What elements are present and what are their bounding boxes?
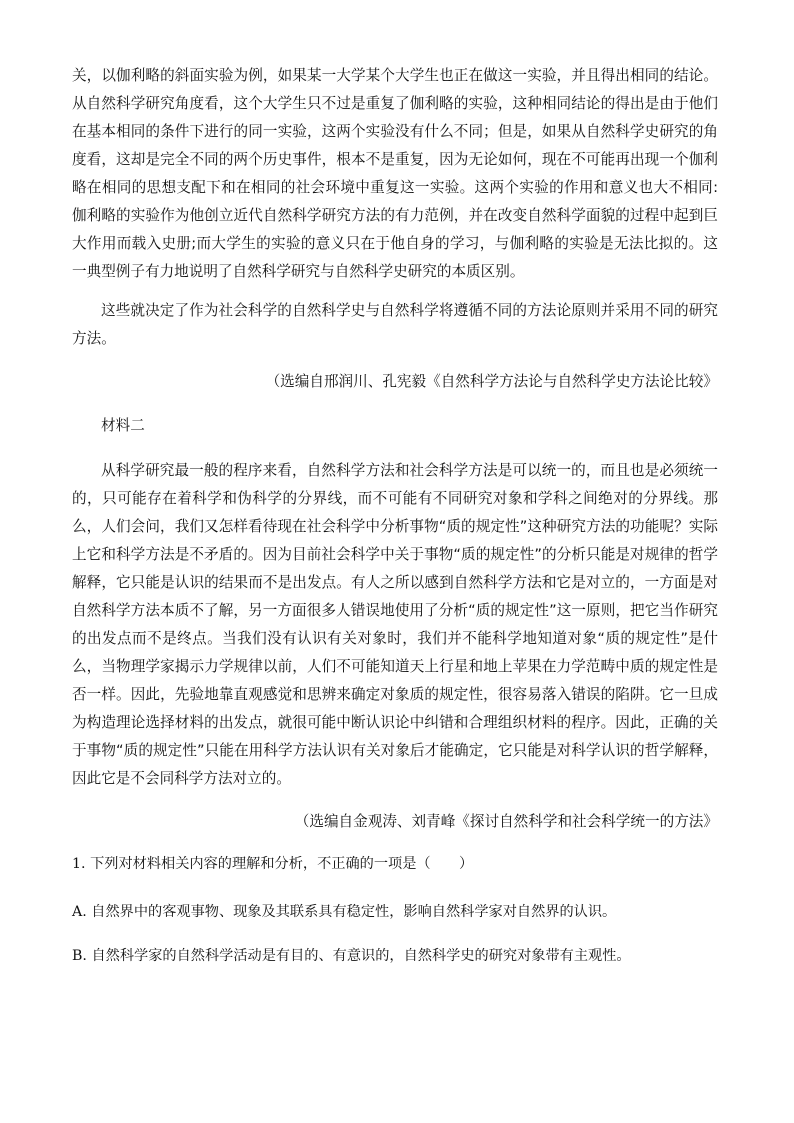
material-one-paragraph-1: 关，以伽利略的斜面实验为例，如果某一大学某个大学生也正在做这一实验，并且得出相同的结论。从自然科学研究角度看，这个大学生只不过是重复了伽利略的实验，这种相同结论的得出是由于他们在基本相同的条件下进行的同一实验，这两个实验没有什么不同；但是，如果从自然科学史研究的角度看，这却是完全不同的两个历史事件，根本不是重复，因为无论如何，现在不可能再出现一个伽利略在相同的思想支配下和在相同的社会环境中重复这一实验。这两个实验的作用和意义也大不相同:伽利略的实验作为他创立近代自然科学研究方法的有力范例，并在改变自然科学面貌的过程中起到巨大作用而载入史册;而大学生的实验的意义只在于他自身的学习，与伽利略的实验是无法比拟的。这一典型例子有力地说明了自然科学研究与自然科学史研究的本质区别。 xyxy=(72,67,718,280)
question-stem: 下列对材料相关内容的理解和分析，不正确的一项是（ ） xyxy=(90,856,474,872)
option-a-label: A. xyxy=(72,904,87,920)
option-b-label: B. xyxy=(72,948,87,964)
option-a xyxy=(72,898,718,926)
option-b-text: 自然科学家的自然科学活动是有目的、有意识的，自然科学史的研究对象带有主观性。 xyxy=(91,948,631,964)
option-a-text: 自然界中的客观事物、现象及其联系具有稳定性，影响自然科学家对自然界的认识。 xyxy=(91,904,617,920)
question-1-stem-line xyxy=(72,850,718,878)
document-page xyxy=(72,62,718,970)
material-two-heading: 材料二 xyxy=(101,417,145,434)
material-two-paragraph-1: 从科学研究最一般的程序来看，自然科学方法和社会科学方法是可以统一的，而且也是必须统一的，只可能存在着科学和伪科学的分界线，而不可能有不同研究对象和学科之间绝对的分界线。那么，人们会问，我们又怎样看待现在社会科学中分析事物“质的规定性”这种研究方法的功能呢？实际上它和科学方法是不矛盾的。因为目前社会科学中关于事物“质的规定性”的分析只能是对规律的哲学解释，它只能是认识的结果而不是出发点。有人之所以感到自然科学方法和它是对立的，一方面是对自然科学方法本质不了解，另一方面很多人错误地使用了分析“质的规定性”这一原则，把它当作研究的出发点而不是终点。当我们没有认识有关对象时，我们并不能科学地知道对象“质的规定性”是什么，当物理学家揭示力学规律以前，人们不可能知道天上行星和地上苹果在力学范畴中质的规定性是否一样。因此，先验地靠直观感觉和思辨来确定对象质的规定性，很容易落入错误的陷阱。它一旦成为构造理论选择材料的出发点，就很可能中断认识论中纠错和合理组织材料的程序。因此，正确的关于事物“质的规定性”只能在用科学方法认识有关对象后才能确定，它只能是对科学认识的哲学解释，因此它是不会同科学方法对立的。 xyxy=(72,462,718,787)
material-one-paragraph-2: 这些就决定了作为社会科学的自然科学史与自然科学将遵循不同的方法论原则并采用不同的研究方法。 xyxy=(72,302,718,347)
material-two-source: （选编自金观涛、刘青峰《探讨自然科学和社会科学统一的方法》 xyxy=(294,813,718,830)
question-number: 1. xyxy=(72,856,86,872)
option-b xyxy=(72,942,718,970)
material-one-source: （选编自邢润川、孔宪毅《自然科学方法论与自然科学史方法论比较》 xyxy=(265,373,718,390)
